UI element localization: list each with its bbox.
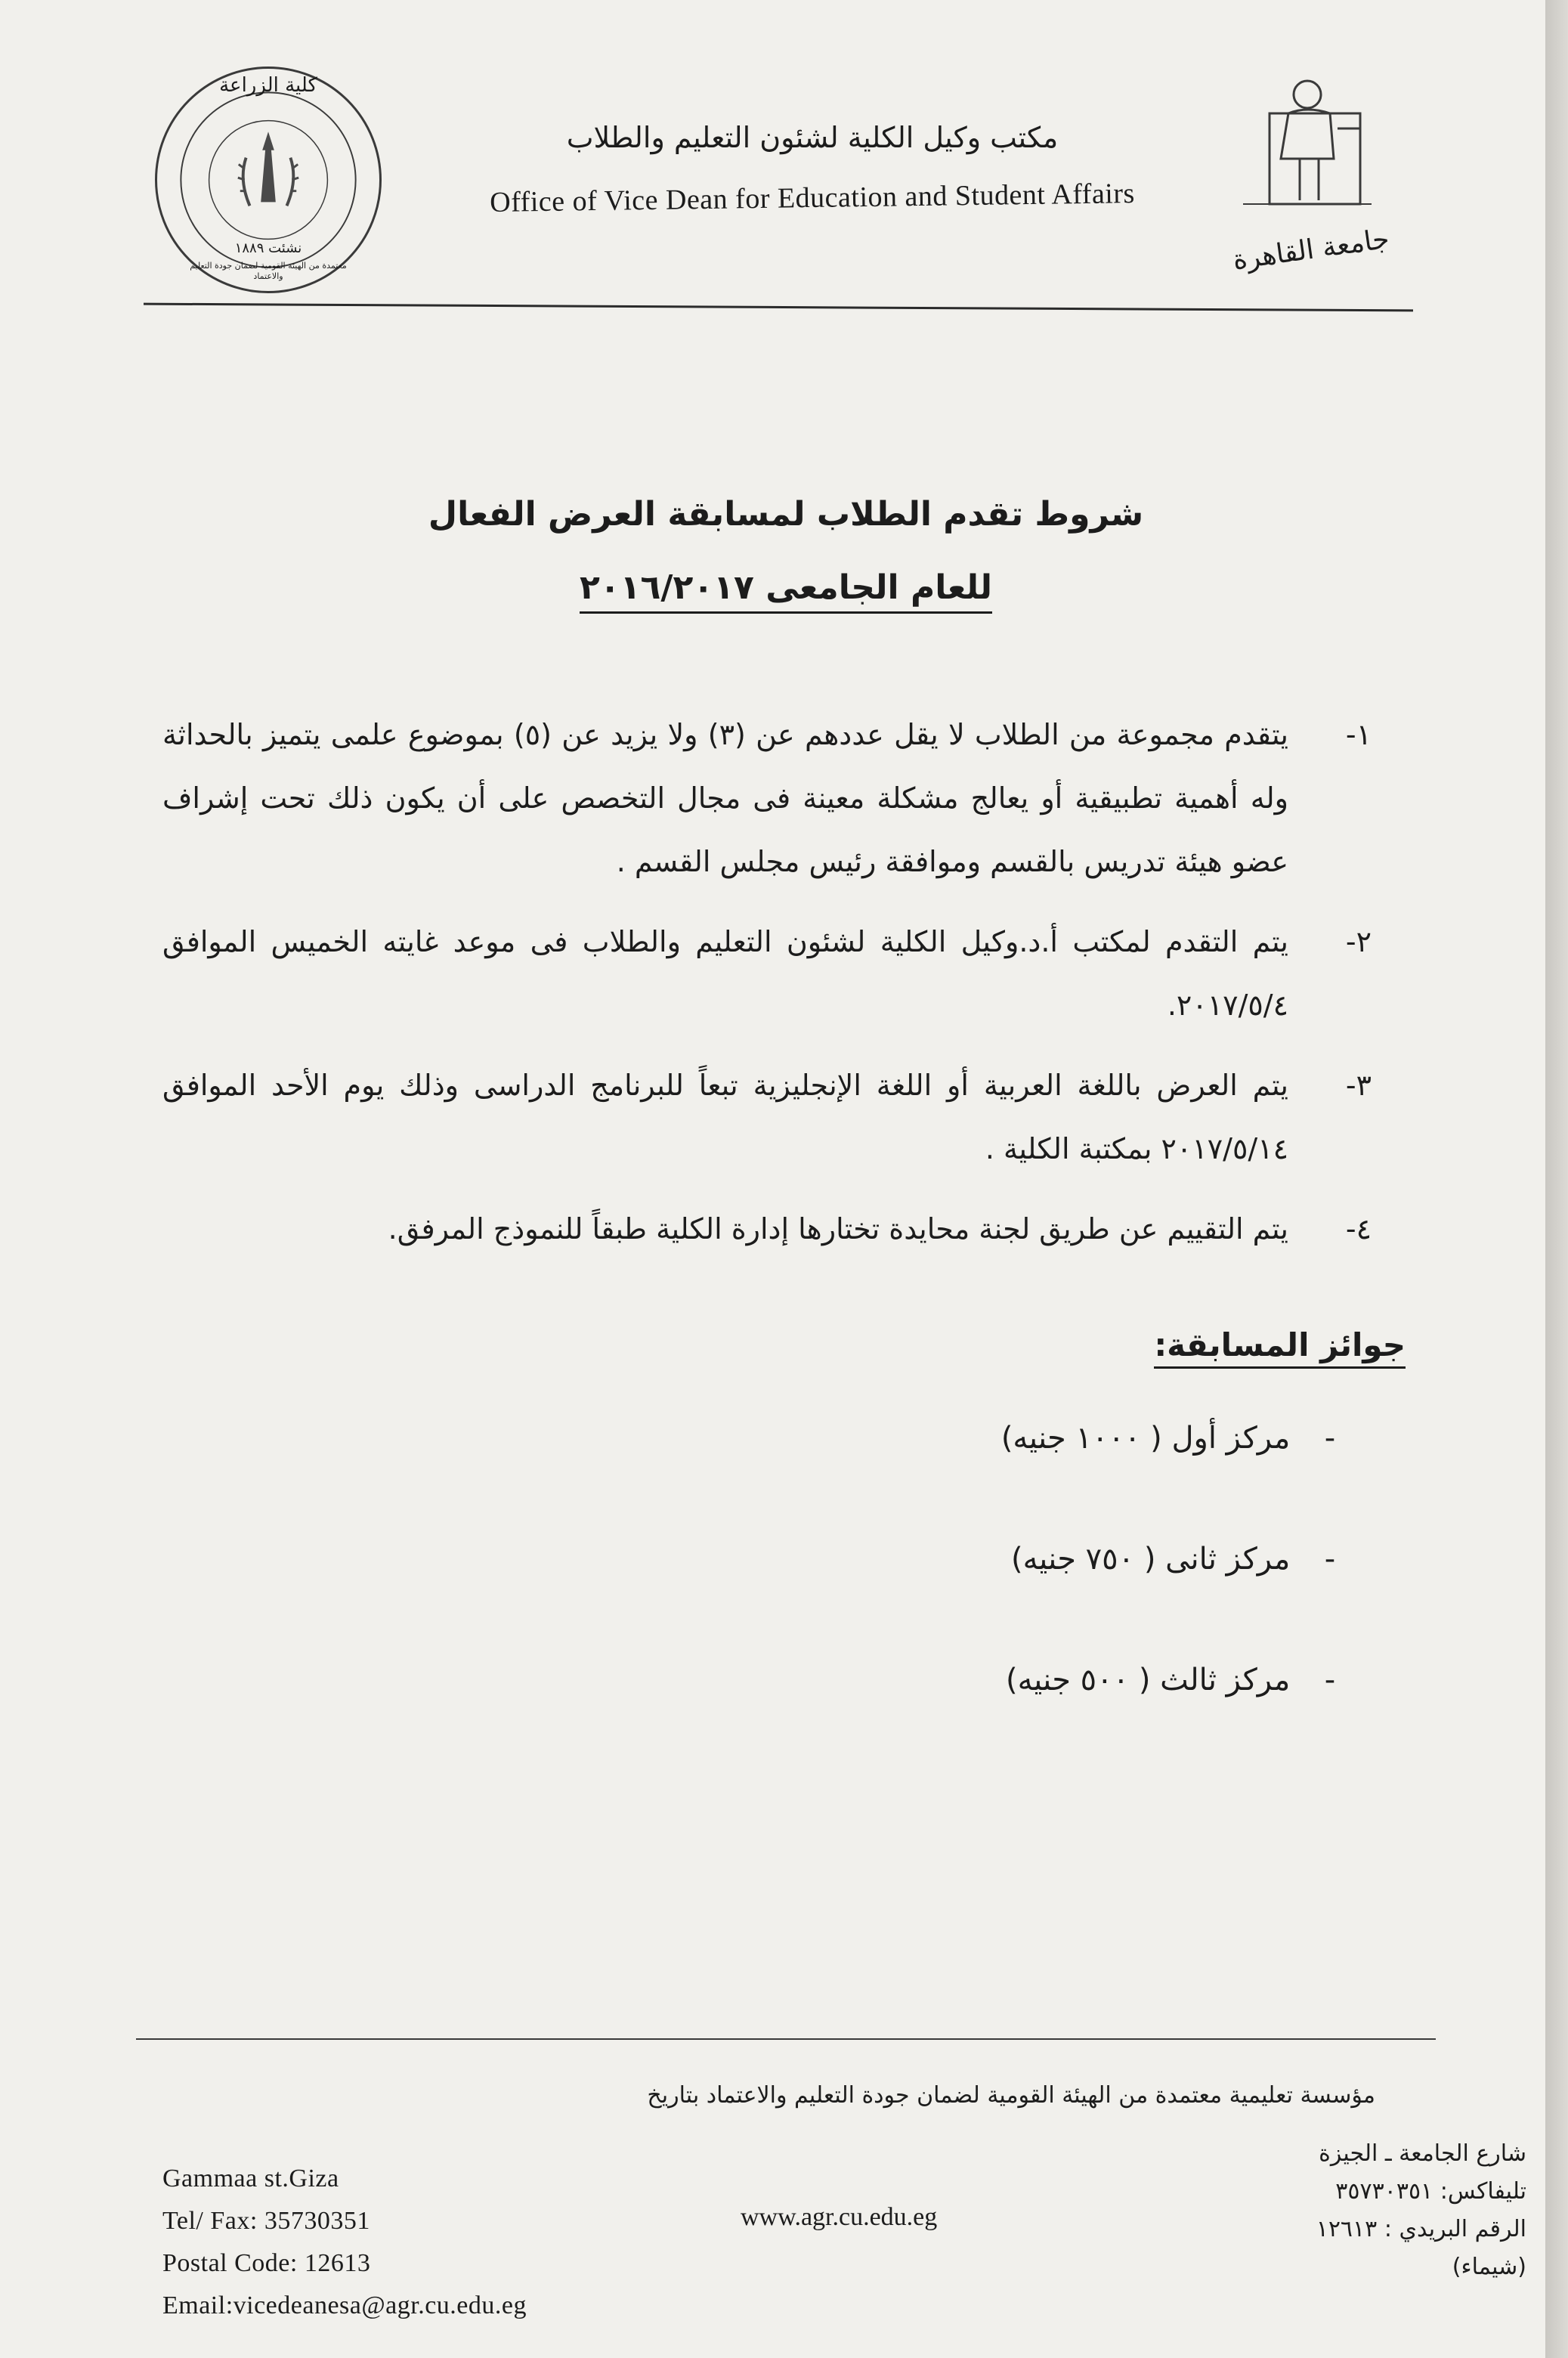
prize-amount: ( ٧٥٠ جنيه) <box>1011 1542 1156 1577</box>
condition-number: ٣- <box>1345 1069 1372 1102</box>
prize-amount: ( ١٠٠٠ جنيه) <box>1000 1421 1162 1456</box>
postal-code-english: Postal Code: 12613 <box>162 2249 371 2277</box>
prizes-heading <box>982 1326 1406 1363</box>
condition-text: يتم التقدم لمكتب أ.د.وكيل الكلية لشئون التعليم والطلاب فى موعد غايته الخميس الموافق ٢٠١٧/٥/٤. <box>162 925 1288 1022</box>
seal-text-top: كلية الزراعة <box>219 74 317 97</box>
footer-divider <box>136 2038 1436 2040</box>
prize-amount: ( ٥٠٠ جنيه) <box>1006 1663 1151 1697</box>
condition-number: ٤- <box>1345 1212 1372 1246</box>
condition-item <box>162 1197 1372 1261</box>
address-arabic: شارع الجامعة ـ الجيزة <box>1319 2140 1526 2167</box>
academic-year-title <box>408 568 1164 607</box>
condition-number: ١- <box>1345 718 1372 751</box>
footer-contact-arabic <box>1209 2135 1526 2286</box>
condition-text: يتم العرض باللغة العربية أو اللغة الإنجليزية تبعاً للبرنامج الدراسى وذلك يوم الأحد الموافق ٢٠١٧/٥/١٤ بمكتبة الكلية . <box>162 1069 1288 1165</box>
footer-contact-english <box>162 2158 691 2327</box>
academic-year-text: للعام الجامعى ٢٠١٦/٢٠١٧ <box>580 568 992 614</box>
office-title-arabic: مكتب وكيل الكلية لشئون التعليم والطلاب <box>566 121 1059 154</box>
condition-item <box>162 703 1372 893</box>
seal-year: نشئت ١٨٨٩ <box>234 240 302 256</box>
condition-item <box>162 1054 1372 1181</box>
faculty-seal-logo <box>155 67 382 293</box>
cairo-university-logo <box>1228 53 1387 219</box>
prizes-heading-text: جوائز المسابقة: <box>1154 1326 1406 1369</box>
condition-text: يتم التقييم عن طريق لجنة محايدة تختارها إدارة الكلية طبقاً للنموذج المرفق. <box>388 1212 1288 1246</box>
telfax-english: Tel/ Fax: 35730351 <box>162 2207 370 2235</box>
prize-dash: - <box>1324 1663 1336 1697</box>
typist-name: (شيماء) <box>1452 2254 1526 2280</box>
header-divider <box>144 303 1413 312</box>
condition-number: ٢- <box>1345 925 1372 958</box>
prize-item-third <box>680 1663 1360 1697</box>
page-edge-shadow <box>1545 0 1568 2358</box>
seal-graphic <box>157 69 379 291</box>
university-name: جامعة القاهرة <box>1230 223 1392 277</box>
prize-item-first <box>680 1421 1360 1456</box>
prize-dash: - <box>1324 1542 1336 1577</box>
document-title: شروط تقدم الطلاب لمسابقة العرض الفعال <box>428 495 1144 534</box>
condition-item <box>162 910 1372 1037</box>
scribe-statue-icon <box>1228 53 1387 219</box>
office-title-english: Office of Vice Dean for Education and Student Affairs <box>489 178 1136 218</box>
prize-label: مركز ثانى <box>1165 1542 1291 1577</box>
prize-item-second <box>680 1542 1360 1577</box>
postal-code-arabic: الرقم البريدي : ١٢٦١٣ <box>1316 2216 1526 2242</box>
telfax-arabic: تليفاكس: ٣٥٧٣٠٣٥١ <box>1335 2178 1526 2205</box>
prize-dash: - <box>1324 1421 1336 1456</box>
address-english: Gammaa st.Giza <box>162 2165 339 2192</box>
website-url: www.agr.cu.edu.eg <box>741 2203 938 2231</box>
prize-label: مركز أول <box>1171 1421 1291 1456</box>
prize-label: مركز ثالث <box>1160 1663 1291 1697</box>
condition-text: يتقدم مجموعة من الطلاب لا يقل عددهم عن (٣) ولا يزيد عن (٥) بموضوع علمى يتميز بالحداثة وله أهمية تطبيقية أو يعالج مشكلة معينة فى مجال التخصص على أن يكون ذلك تحت إشراف عضو هيئة تدريس بالقسم وموافقة رئيس مجلس القسم . <box>162 718 1288 878</box>
email-address: Email:vicedeanesa@agr.cu.edu.eg <box>162 2291 527 2319</box>
accreditation-note: مؤسسة تعليمية معتمدة من الهيئة القومية لضمان جودة التعليم والاعتماد بتاريخ <box>647 2082 1375 2109</box>
seal-text-bottom: معتمدة من الهيئة القومية لضمان جودة التعليم والاعتماد <box>190 261 347 281</box>
conditions-list <box>162 703 1372 1277</box>
